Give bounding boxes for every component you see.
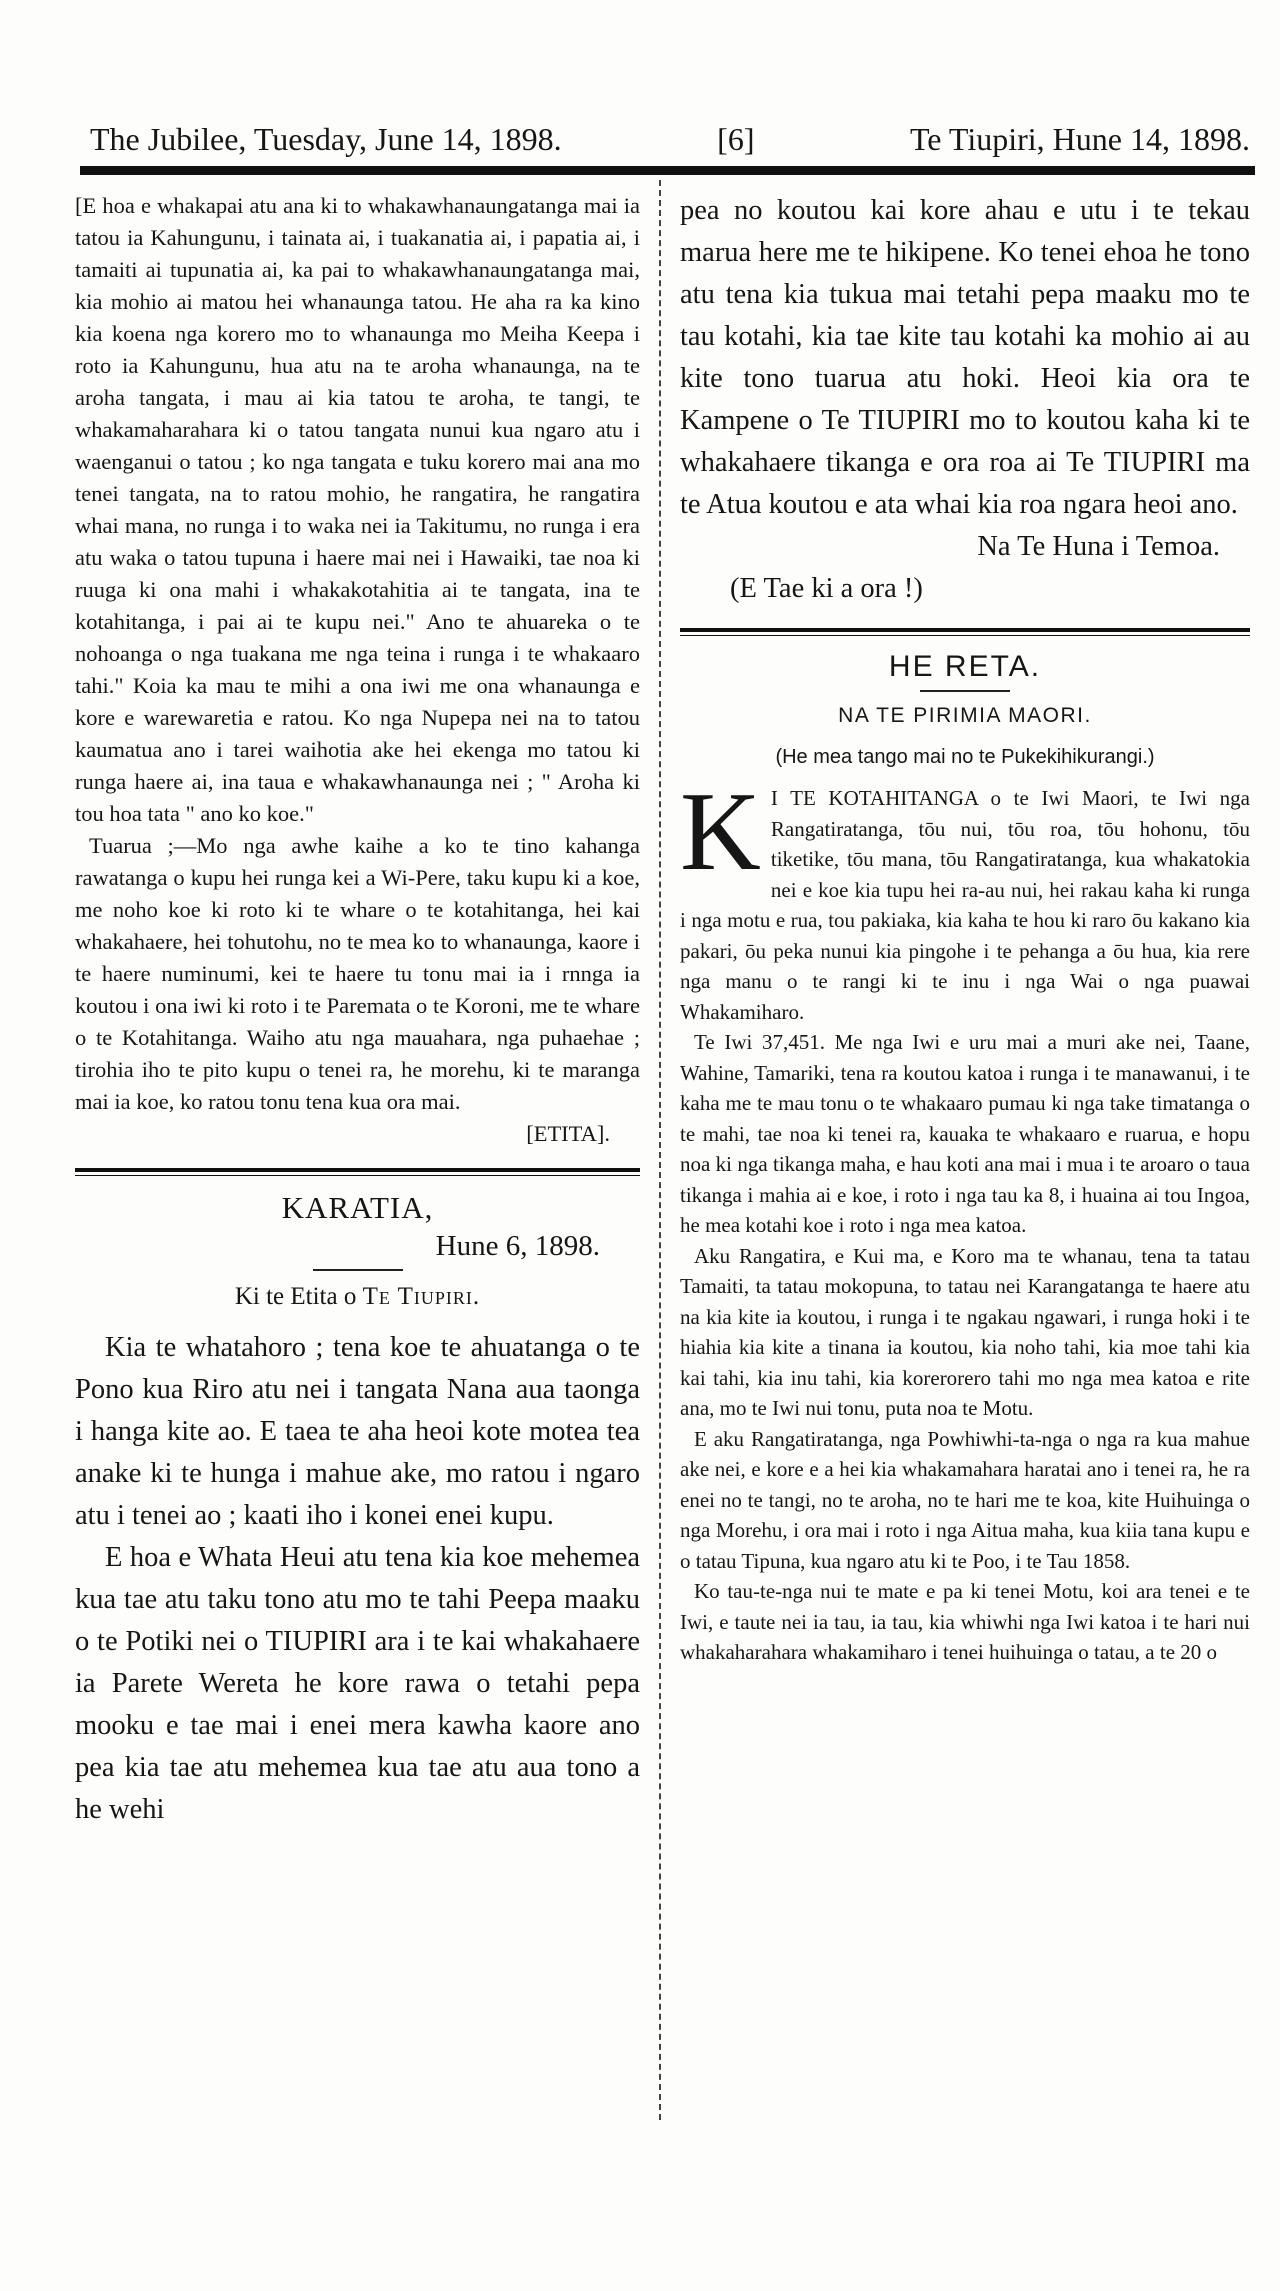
column-divider	[659, 180, 661, 2120]
short-rule	[920, 690, 1010, 692]
letter-paragraph: Te Iwi 37,451. Me nga Iwi e uru mai a muri ake nei, Taane, Wahine, Tamariki, tena ra koutou katoa i runga i te manawanui, i te kaha me te mau tonu o te whakaaro pumau ki nga take timatanga o te mahi, tae noa ki tenei ra, kauaka te whakaaro e ruarua, e hopu noa ki nga tikanga maha, e hau koti ana mai i mua i te aroaro o taua tikanga i mahia ai e koe, i roto i nga tau ka 8, i huaina ai tou Ingoa, he mea kotahi koe i roto i nga mea katoa.	[680, 1030, 1250, 1237]
drop-cap: K	[680, 770, 761, 894]
section-title: HE RETA.	[888, 650, 1042, 683]
editorial-signature: [ETITA].	[526, 1121, 610, 1146]
right-column	[680, 190, 1250, 2291]
letter-addressee	[75, 1283, 640, 1311]
section-subtitle: NA TE PIRIMIA MAORI.	[838, 704, 1092, 727]
letter-paragraph: E hoa e Whata Heui atu tena kia koe mehemea kua tae atu taku tono atu mo te tahi Peepa maaku o te Potiki nei o TIUPIRI ara i te kai whakahaere ia Parete Wereta he kore rawa o tetahi pepa mooku e tae mai i enei mera kawha kaore ano pea kia tae atu mehemea kua tae atu aua tono a he wehi	[75, 1542, 640, 1825]
addressee-prefix: Ki te Etita o	[234, 1283, 363, 1310]
editorial-paragraph: Tuarua ;—Mo nga awhe kaihe a ko te tino kahanga rawatanga o kupu hei runga kei a Wi-Pere, taku kupu ki a koe, me noho koe ki roto ki te whare o te kotahitanga, hei kai whakahaere, hei tohutohu, no te mea ko to whanaunga, kaore i te haere numinumi, kei te haere tu tonu mai ia i rnnga ia koutou i ona iwi ki roto i te Paremata o te Koroni, me te whare o te Kotahitanga. Waiho atu nga mauahara, nga puhaehae ; tirohia iho te pito kupu o tenei ra, he morehu, ki te maranga mai ia koe, ko ratou tonu tena kua ora mai.	[75, 833, 640, 1114]
opening-text: I TE KOTAHITANGA o te Iwi Maori, te Iwi nga Rangatiratanga, tōu nui, tōu roa, tōu hohonu, tōu tiketike, tōu mana, tōu Rangatiratanga, kua whakatokia nei e koe kia tupu hei ra-au nui, hei rakau kaha ki runga i nga motu e rua, tou pakiaka, kia kaha te hou ki raro ōu kakano kia pakari, ōu peka nunui kia pingohe i te pehanga a ōu hua, kia rere nga manu o te rangi ki te inu i nga Wai o nga puawai Whakamiharo.	[680, 786, 1250, 1024]
editorial-block	[75, 190, 640, 1150]
section-rule	[75, 1168, 640, 1176]
short-rule	[313, 1269, 403, 1271]
letter-continued-paragraph: pea no koutou kai kore ahau e utu i te tekau marua here me te hikipene. Ko tenei ehoa he tono atu tena kia tukua mai tetahi pepa maaku mo te tau kotahi, kia tae kite tau kotahi ka mohio ai au kite tono tuarua atu hoki. Heoi kia ora te Kampene o Te TIUPIRI mo to koutou kaha ki te whakahaere tikanga e ora roa ai Te TIUPIRI ma te Atua koutou e ata whai kia roa ngara heoi ano.	[680, 195, 1250, 520]
header-right: Te Tiupiri, Hune 14, 1898.	[909, 121, 1250, 157]
letter-continued	[680, 190, 1250, 610]
letter-paragraph: E aku Rangatiratanga, nga Powhiwhi-ta-nga o nga ra kua mahue ake nei, e kore e a hei kia whakamahara haratai ano i tenei ra, he ra enei no te tangi, no te aroha, no te hari me te koa, kite Huihuinga o nga Morehu, i ora mai i roto i nga Aitua maha, kua kiia tana kupu e o tatau Tipuna, kua ngaro atu ki te Poo, i te Tau 1858.	[680, 1426, 1250, 1573]
left-column	[75, 190, 640, 2291]
letter-opening	[680, 770, 1250, 1027]
letter-signature: Na Te Huna i Temoa.	[977, 531, 1220, 562]
editorial-paragraph: [E hoa e whakapai atu ana ki to whakawhanaungatanga mai ia tatou ia Kahungunu, i tainata ai, i tuakanatia ai, i papatia ai, i tamaiti ai tupunatia ai, ka pai to whakawhanaungatanga mai, kia mohio ai matou hei whanaunga tatou. He aha ra ka kino kia koena nga korero mo to whanaunga mo Meiha Keepa i roto ia Kahungunu, hua atu na te aroha whanaunga, na te aroha tangata, i mau ai kia tatou te aroha, te tangi, te whakamaharahara ki o tatou tangata nunui kua ngaro atu i waenganui o tatou ; ko nga tangata e tuku korero mai ana mo tenei tangata, na to ratou mohio, he rangatira, he rangatira whai mana, no runga i to waka nei ia Takitumu, no runga i era atu waka o tatou tupuna i haere mai nei i Hawaiki, tae noa ki ruuga ki ona mahi i whakakotahitia ai te tangata, ina te kotahitanga, i pai ai te kupu nei." Ano te ahuareka o te nohoanga o nga tuakana me nga teina i runga i te whakaaro tahi." Koia ka mau te mihi a ona iwi me ona whanaunga e kore e warewaretia e ratou. Ko nga Nupepa nei na to tatou kaumatua ano i tarei waihotia ake hei ekenga mo tatou ki runga haere ai, ina taua e whakawhanaunga nei ; " Aroha ki tou hoa tata " ano ko koe."	[75, 193, 640, 826]
page-number: [6]	[717, 121, 755, 157]
letter-title: KARATIA,	[281, 1190, 434, 1225]
letter-greeting: (E Tae ki a ora !)	[730, 573, 923, 604]
header-left: The Jubilee, Tuesday, June 14, 1898.	[90, 121, 562, 157]
letter-paragraph: Kia te whatahoro ; tena koe te ahuatanga o te Pono kua Riro atu nei i tangata Nana aua taonga i hanga kite ao. E taea te aha heoi kote motea tea anake ki te hunga i mahue ake, mo ratou i ngaro atu i tenei ao ; kaati iho i konei enei kupu.	[75, 1332, 640, 1531]
letter-paragraph: Ko tau-te-nga nui te mate e pa ki tenei Motu, koi ara tenei e te Iwi, e taute nei ia tau, ia tau, kia whiwhi nga Iwi katoa i te hari nui whakaharahara whakamiharo i tenei huihuinga o tatau, a te 20 o	[680, 1579, 1250, 1664]
page-header	[90, 108, 1250, 158]
header-rule	[80, 166, 1255, 175]
letter-body	[75, 1327, 640, 1831]
letter-paragraph: Aku Rangatira, e Kui ma, e Koro ma te whanau, tena ta tatau Tamaiti, ta tatau mokopuna, to tatau nei Karangatanga te haere atu na kia kite ia koutou, i runga i te ngakau ngawari, i runga hoki i te hiahia kia kite a tinana ia koutou, kia noho tahi, kia moe tahi kia kai tahi, kia inu tahi, kia korerorero tahi mo nga mea katoa e rite ana, mo te Iwi nui tonu, puta noa te Motu.	[680, 1243, 1250, 1420]
addressee-name: Te Tiupiri.	[362, 1283, 481, 1310]
letter-date: Hune 6, 1898.	[435, 1230, 600, 1262]
premier-letter	[680, 770, 1250, 1668]
section-rule	[680, 628, 1250, 636]
source-note: (He mea tango mai no te Pukekihikurangi.)	[775, 746, 1155, 768]
